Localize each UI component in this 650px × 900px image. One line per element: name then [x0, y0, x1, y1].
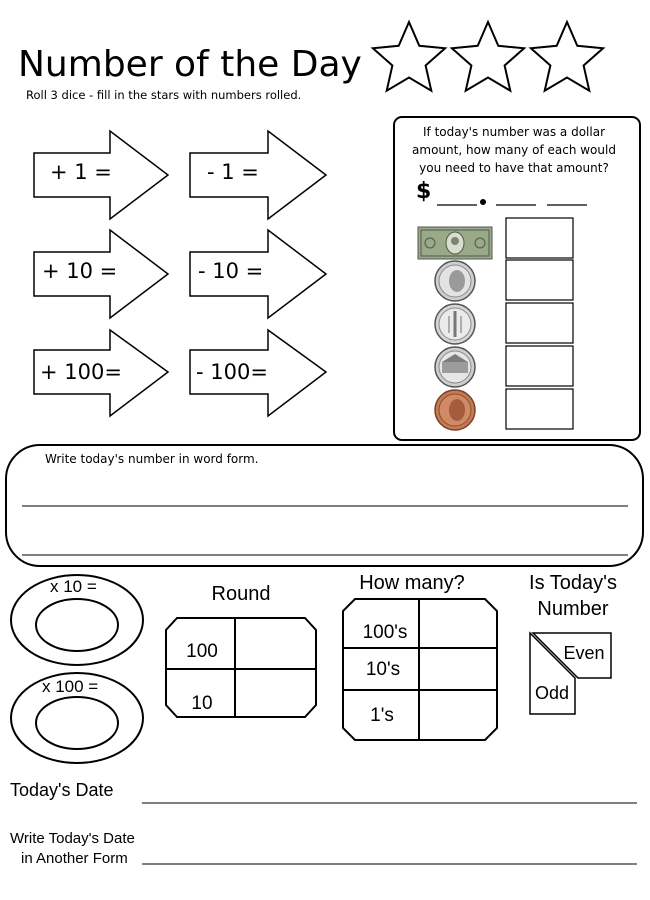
arrow-plus-1-label: + 1 = — [50, 160, 112, 184]
dice-instruction: Roll 3 dice - fill in the stars with numbers rolled. — [26, 88, 302, 102]
arrow-minus-10-label: - 10 = — [198, 259, 264, 283]
money-prompt-line-3: you need to have that amount? — [419, 161, 609, 175]
parity-title-line-1: Is Today's — [529, 572, 617, 594]
odd-label: Odd — [534, 683, 570, 703]
times-10-label: x 10 = — [50, 577, 97, 596]
how-many-hundreds: 100's — [362, 622, 408, 643]
parity-title-line-2: Number — [537, 598, 609, 620]
money-prompt-line-1: If today's number was a dollar — [422, 125, 606, 139]
penny-count-box[interactable] — [506, 389, 573, 429]
another-form-label-line-2: in Another Form — [21, 850, 128, 867]
dice-star-1[interactable] — [373, 22, 445, 91]
quarter-count-box[interactable] — [506, 260, 573, 300]
dice-star-3[interactable] — [531, 22, 603, 91]
dice-star-2[interactable] — [452, 22, 524, 91]
arrow-minus-100-label: - 100= — [196, 360, 268, 384]
nickel-count-box[interactable] — [506, 346, 573, 386]
ones-answer[interactable] — [421, 692, 495, 738]
times-100-label: x 100 = — [42, 677, 99, 696]
how-many-tens: 10's — [365, 659, 401, 680]
round-row-10: 10 — [191, 693, 213, 714]
quarter-coin-icon — [435, 261, 475, 301]
money-prompt-line-2: amount, how many of each would — [412, 143, 616, 157]
round-100-answer[interactable] — [237, 620, 314, 667]
nickel-coin-icon — [435, 347, 475, 387]
arrow-plus-10-label: + 10 = — [42, 259, 118, 283]
dime-coin-icon — [435, 304, 475, 344]
todays-date-label: Today's Date — [10, 780, 114, 800]
round-title: Round — [211, 583, 271, 605]
word-form-label: Write today's number in word form. — [45, 452, 259, 466]
penny-coin-icon — [435, 390, 475, 430]
page-title: Number of the Day — [18, 44, 362, 85]
arrow-plus-100-label: + 100= — [40, 360, 122, 384]
how-many-ones: 1's — [370, 705, 394, 726]
even-label: Even — [563, 643, 605, 663]
dollar-bill-icon — [418, 227, 492, 259]
decimal-point — [480, 199, 486, 205]
hundreds-answer[interactable] — [421, 601, 495, 646]
how-many-title: How many? — [359, 572, 465, 594]
round-row-100: 100 — [186, 641, 218, 662]
dollar-count-box[interactable] — [506, 218, 573, 258]
another-form-label-line-1: Write Today's Date — [10, 830, 135, 847]
dime-count-box[interactable] — [506, 303, 573, 343]
arrow-minus-1-label: - 1 = — [207, 160, 259, 184]
round-10-answer[interactable] — [237, 671, 314, 715]
dollar-sign: $ — [416, 179, 432, 204]
tens-answer[interactable] — [421, 650, 495, 688]
